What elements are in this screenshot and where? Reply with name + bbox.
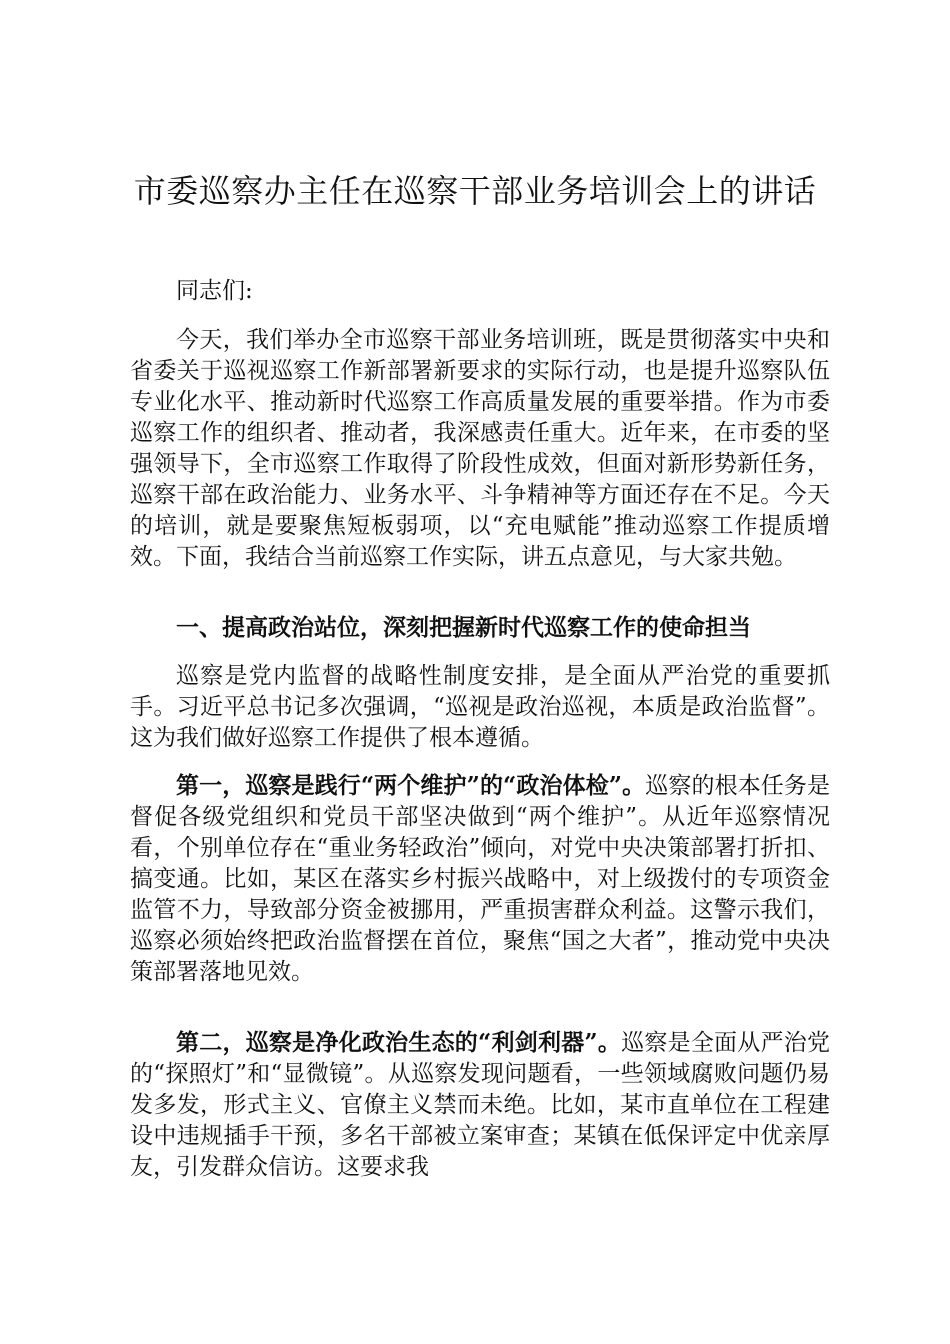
point-1-paragraph <box>130 770 830 988</box>
section-1-heading: 一、提高政治站位，深刻把握新时代巡察工作的使命担当 <box>176 614 751 641</box>
point-2-paragraph <box>130 1027 830 1183</box>
salutation: 同志们: <box>176 278 253 304</box>
section-1-paragraph: 巡察是党内监督的战略性制度安排，是全面从严治党的重要抓手。习近平总书记多次强调，“巡视是政治巡视，本质是政治监督”。这为我们做好巡察工作提供了根本遵循。 <box>130 663 830 751</box>
point-1-lead: 第一，巡察是践行“两个维护”的“政治体检”。 <box>176 772 646 799</box>
document-title: 市委巡察办主任在巡察干部业务培训会上的讲话 <box>133 172 817 210</box>
intro-paragraph: 今天，我们举办全市巡察干部业务培训班，既是贯彻落实中央和省委关于巡视巡察工作新部署新要求的实际行动，也是提升巡察队伍专业化水平、推动新时代巡察工作高质量发展的重要举措。作为市委巡察工作的组织者、推动者，我深感责任重大。近年来，在市委的坚强领导下，全市巡察工作取得了阶段性成效，但面对新形势新任务，巡察干部在政治能力、业务水平、斗争精神等方面还存在不足。今天的培训，就是要聚焦短板弱项，以“充电赋能”推动巡察工作提质增效。下面，我结合当前巡察工作实际，讲五点意见，与大家共勉。 <box>130 327 830 570</box>
point-2-lead: 第二，巡察是净化政治生态的“利剑利器”。 <box>176 1029 622 1056</box>
point-1-body: 巡察的根本任务是督促各级党组织和党员干部坚决做到“两个维护”。从近年巡察情况看，个别单位存在“重业务轻政治”倾向，对党中央决策部署打折扣、搞变通。比如，某区在落实乡村振兴战略中，对上级拨付的专项资金监管不力，导致部分资金被挪用，严重损害群众利益。这警示我们，巡察必须始终把政治监督摆在首位，聚焦“国之大者”，推动党中央决策部署落地见效。 <box>130 773 831 985</box>
point-2-body: 巡察是全面从严治党的“探照灯”和“显微镜”。从巡察发现问题看，一些领域腐败问题仍易发多发，形式主义、官僚主义禁而未绝。比如，某市直单位在工程建设中违规插手干预，多名干部被立案审查；某镇在低保评定中优亲厚友，引发群众信访。这要求我 <box>130 1030 830 1180</box>
